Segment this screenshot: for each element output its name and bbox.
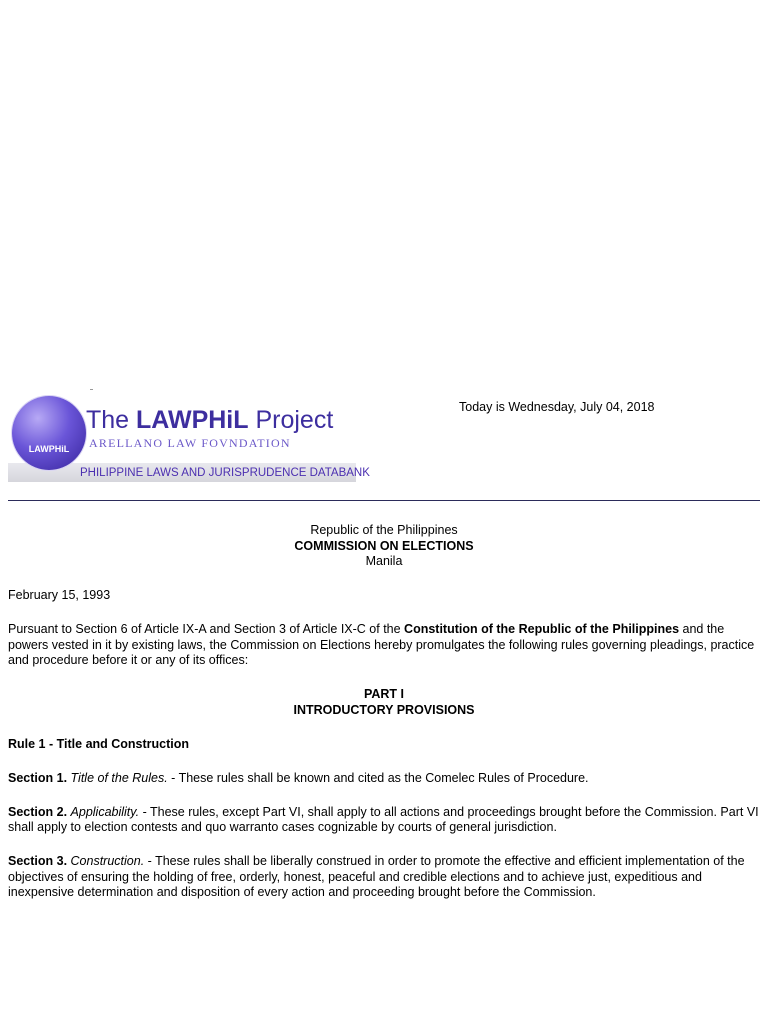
issuer-name: COMMISSION ON ELECTIONS [294,538,474,553]
seal-label: LAWPHiL [28,444,70,454]
document-body [8,523,760,901]
issuer-country: Republic of the Philippines [310,523,458,537]
rule-title: Rule 1 - Title and Construction [8,736,190,751]
section-1: Section 1. Title of the Rules. - These rules shall be known and cited as the Comelec Rules of Procedure. [8,770,589,785]
part-number: PART I [363,687,405,701]
seal-icon [12,396,86,470]
document-page [8,384,760,899]
section-2: Section 2. Applicability. - These rules, except Part VI, shall apply to all actions and proceedings brought before the Commission. Part VI shall apply to election contests and quo warranto cases cognizable by courts of general jurisdiction. [8,804,759,834]
lawphil-logo[interactable] [8,394,370,479]
section-3: Section 3. Construction. - These rules shall be liberally construed in order to promote the effective and efficient implementation of the objectives of ensuring the holding of free, orderly, honest, peaceful and credible elections and to achieve just, expeditious and inexpensive determination and disposition of every action and proceeding brought before the Commission. [8,854,745,899]
part-title: INTRODUCTORY PROVISIONS [293,702,475,717]
issuer-heading [8,523,760,570]
header-divider [8,500,760,501]
document-date: February 15, 1993 [8,588,111,602]
preamble: Pursuant to Section 6 of Article IX-A and Section 3 of Article IX-C of the Constitution of the Republic of the Philippines and the powers vested in it by existing laws, the Commission on Elections hereby promulgates the following rules governing pleadings, practice and procedure before it or any of its offices: [8,622,755,667]
logo-title: The LAWPHiL Project [86,406,334,434]
logo-tagline: PHILIPPINE LAWS AND JURISPRUDENCE DATABANK [80,467,370,479]
logo-subtitle: ARELLANO LAW FOVNDATION [89,436,291,450]
page-header [8,384,760,479]
issuer-city: Manila [365,554,403,568]
part-heading [8,687,760,718]
today-date: Today is Wednesday, July 04, 2018 [459,400,655,414]
